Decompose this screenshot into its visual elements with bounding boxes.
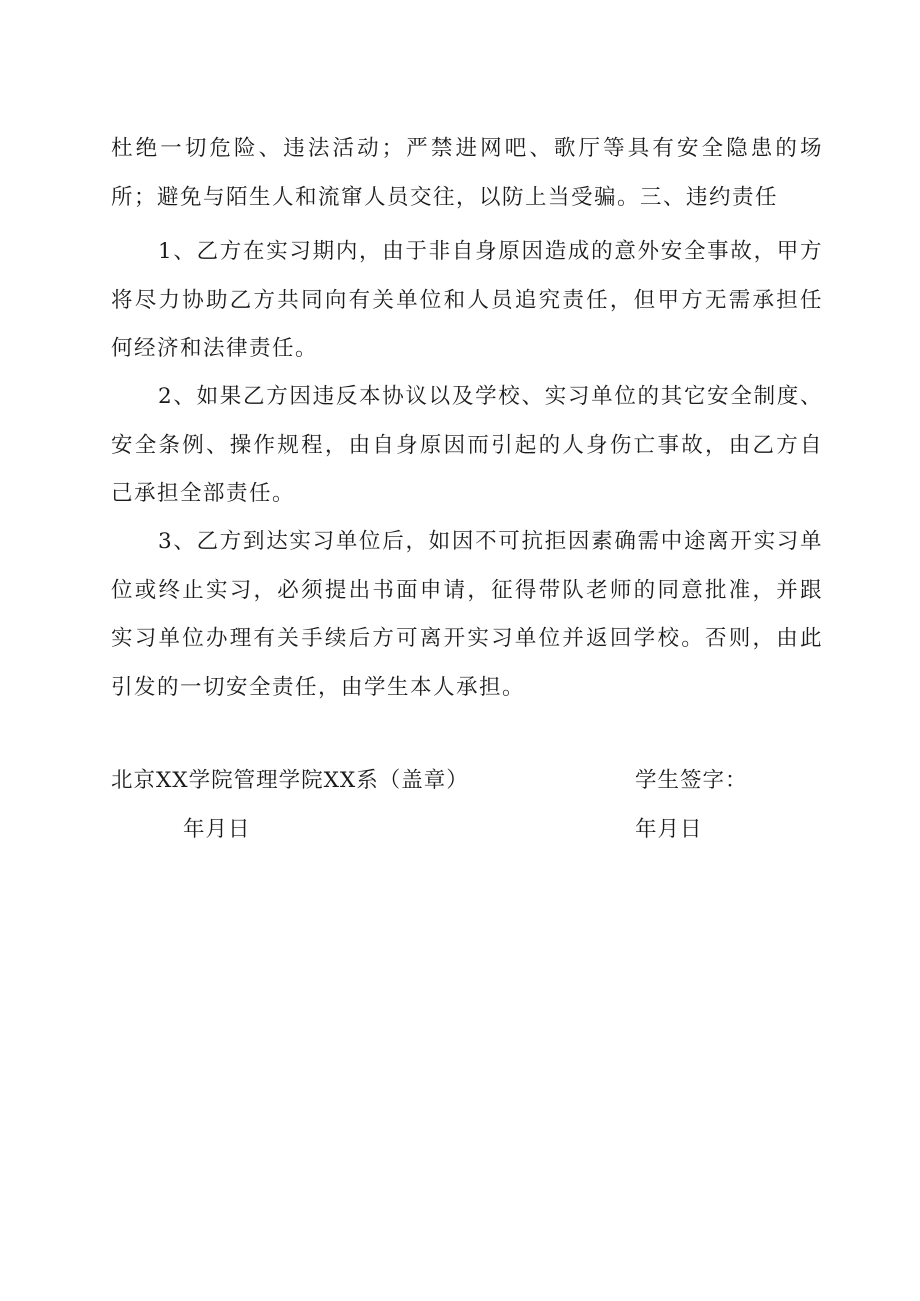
institution-seal-label: 北京XX学院管理学院XX系（盖章） xyxy=(111,768,469,793)
paragraph-clause-2: 2、如果乙方因违反本协议以及学校、实习单位的其它安全制度、安全条例、操作规程，由自身原因而引起的人身伤亡事故，由乙方自己承担全部责任。 xyxy=(111,384,823,506)
paragraph-clause-3: 3、乙方到达实习单位后，如因不可抗拒因素确需中途离开实习单位或终止实习，必须提出书面申请，征得带队老师的同意批准，并跟实习单位办理有关手续后方可离开实习单位并返回学校。否则，由此引发的一切安全责任，由学生本人承担。 xyxy=(111,529,823,700)
paragraph-clause-1: 1、乙方在实习期内，由于非自身原因造成的意外安全事故，甲方将尽力协助乙方共同向有关单位和人员追究责任，但甲方无需承担任何经济和法律责任。 xyxy=(111,239,823,361)
institution-date-label: 年月日 xyxy=(183,817,251,842)
student-date-label: 年月日 xyxy=(635,817,703,842)
paragraph-safety-rules: 杜绝一切危险、违法活动；严禁进网吧、歌厅等具有安全隐患的场所；避免与陌生人和流窜人员交往，以防上当受骗。三、违约责任 xyxy=(111,136,823,210)
student-signature-label: 学生签字： xyxy=(635,768,748,793)
